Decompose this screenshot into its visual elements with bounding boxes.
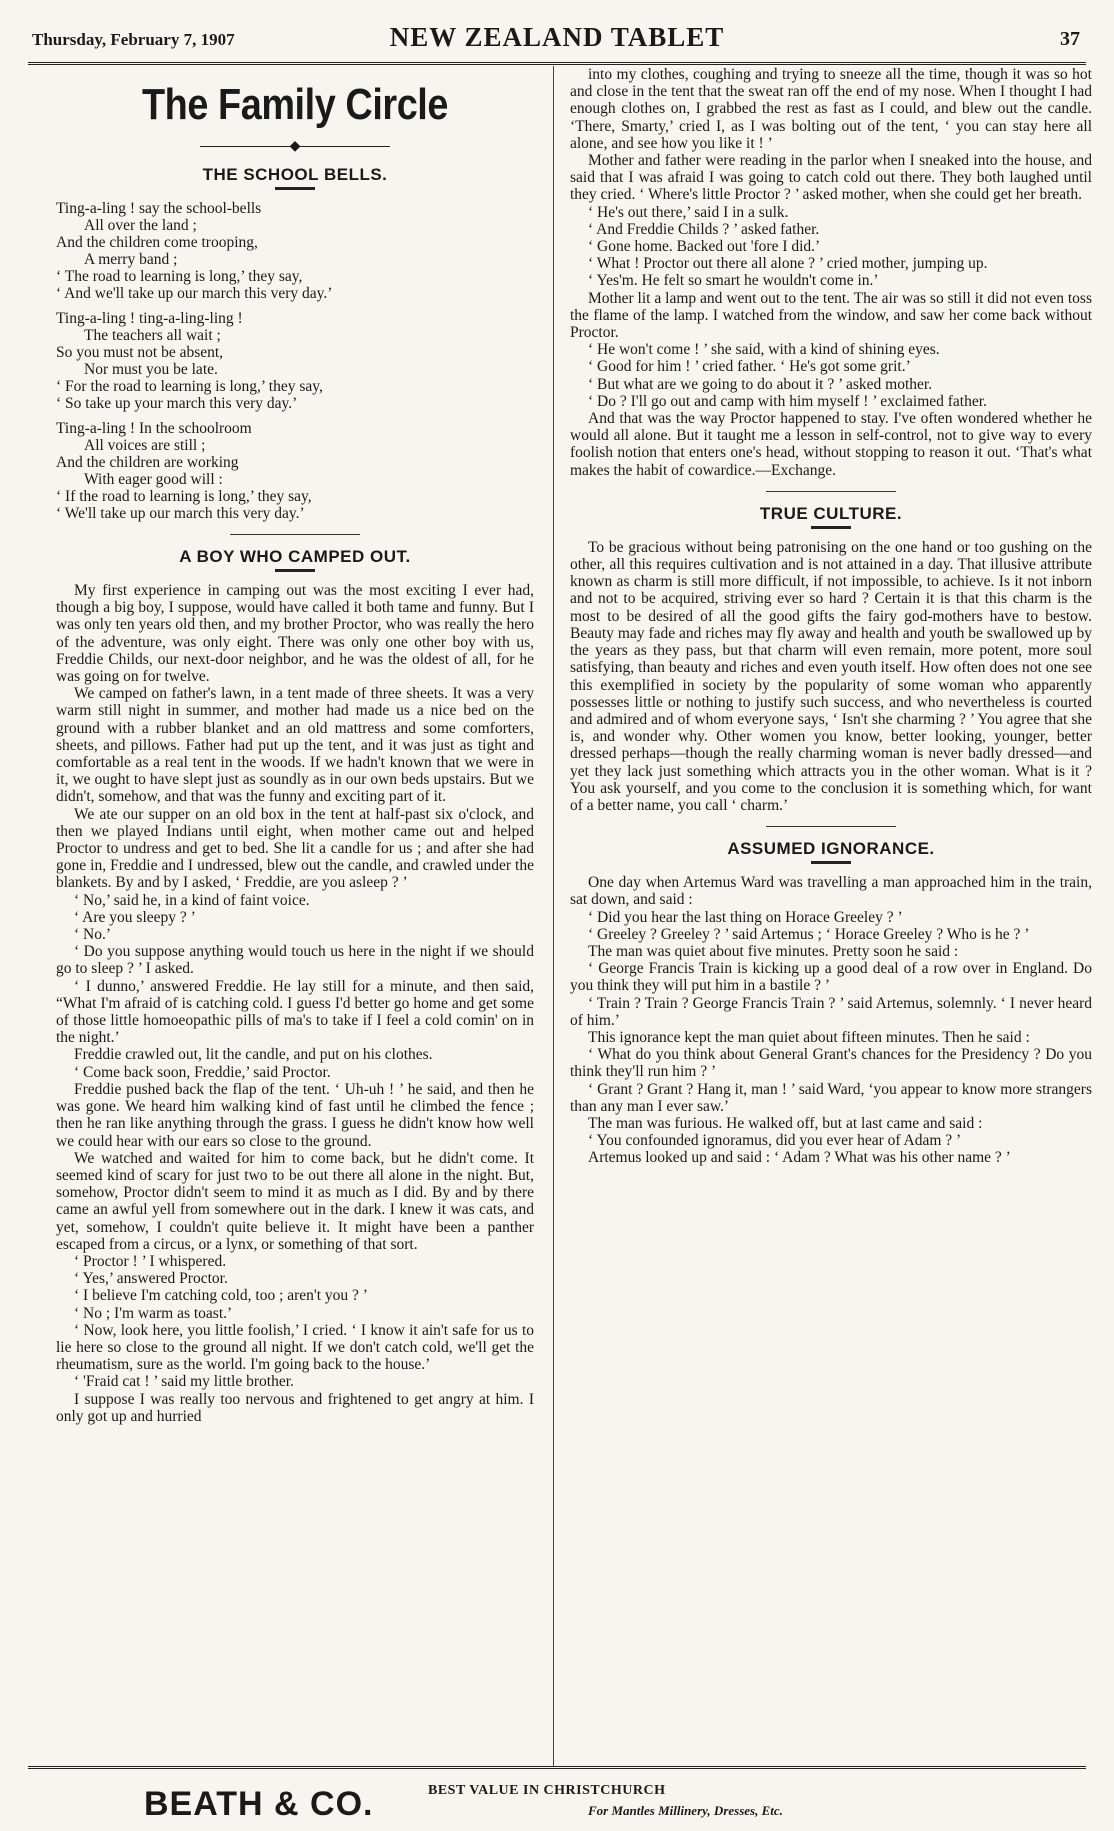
poem-line: ‘ The road to learning is long,’ they say, [56,268,303,285]
poem-line: ‘ For the road to learning is long,’ they say, [56,378,323,395]
paragraph: We ate our supper on an old box in the tent at half-past six o'clock, and then we played Indians until eight, when mother came out and helped Proctor to undress and get to bed. She lit a candle for us ; and after she had gone in, Freddie and I undressed, blew out the candle, and crawled under the blankets. By and by I asked, ‘ Freddie, are you asleep ? ’ [56,805,534,892]
paragraph: Mother lit a lamp and went out to the tent. The air was so still it did not even toss the flame of the lamp. I watched from the window, and saw her come back without Proctor. [570,289,1092,342]
paragraph: ‘ No,’ said he, in a kind of faint voice. [74,891,310,909]
culture-body [570,539,1092,814]
ignorance-body [570,874,1092,1166]
paragraph: To be gracious without being patronising on the one hand or too gushing on the other, all this requires cultivation and is not attained in a day. That illusive attribute known as charm is still more difficult, if not impossible, to achieve. Is it not inborn and not to be acquired, striving ever so hard ? Certain it is that this charm is the most to be desired of all the good gifts the fairy god-mothers have to bestow. Beauty may fade and riches may fly away and health and youth be swallowed up by the years as they pass, but that charm will even remain, more potent, more soul satisfying, than beauty and riches and even youth itself. How often does not one see this exemplified in society by the popularity of some woman who apparently possesses little or nothing to justify such success, and who nevertheless is courted and admired and of whom everyone says, ‘ Isn't she charming ? ’ You agree that she is, and wonder why. Other women you know, better looking, younger, better dressed perhaps—though the really charming woman is never badly dressed—and yet they lack just something which attracts you in the other woman. What is it ? You ask yourself, and you come to the conclusion it is something which, for want of a better name, you call ‘ charm.’ [570,538,1092,814]
paragraph: ‘ Yes'm. He felt so smart he wouldn't come in.’ [588,272,879,290]
paragraph: ‘ Gone home. Backed out 'fore I did.’ [588,238,821,256]
poem-line: ‘ And we'll take up our march this very day.’ [56,285,333,302]
story-body [56,582,534,1425]
paragraph: The man was furious. He walked off, but at last came and said : [588,1114,983,1132]
paragraph: ‘ You confounded ignoramus, did you ever hear of Adam ? ’ [588,1132,962,1150]
paragraph: ‘ And Freddie Childs ? ’ asked father. [588,220,820,238]
paragraph: ‘ What do you think about General Grant's chances for the Presidency ? Do you think they'll run him ? ’ [570,1046,1092,1081]
poem-stanza [56,310,534,412]
poem-stanza [56,200,534,302]
paragraph: I suppose I was really too nervous and frightened to get angry at him. I only got up and hurried [56,1390,534,1425]
right-column [570,66,1092,1766]
paragraph: ‘ Proctor ! ’ I whispered. [74,1252,227,1270]
paragraph: into my clothes, coughing and trying to sneeze all the time, though it was so hot and close in the tent that the sweat ran off the end of my nose. When I thought I had enough clothes on, I grabbed the rest as fast as I could, and blew out the candle. ‘There, Smarty,’ cried I, as I was bolting out of the tent, ‘ you can stay here all alone, and see how you like it ! ’ [570,66,1092,152]
paragraph: Mother and father were reading in the parlor when I sneaked into the house, and said that I was afraid I was going to catch cold out there. They both laughed until they cried. ‘ Where's little Proctor ? ’ asked mother, when she could get her breath. [570,152,1092,204]
ornament-rule [56,138,534,155]
poem-line: The teachers all wait ; [84,327,221,344]
ad-tagline: BEST VALUE IN CHRISTCHURCH [428,1783,666,1798]
ad-subline: For Mantles Millinery, Dresses, Etc. [588,1803,783,1818]
paragraph: ‘ Do ? I'll go out and camp with him myself ! ’ exclaimed father. [588,392,987,410]
column-divider [553,66,554,1766]
diamond-icon: ◆ [289,139,301,154]
masthead: NEW ZEALAND TABLET [389,22,725,52]
paragraph: One day when Artemus Ward was travelling a man approached him in the train, sat down, and said : [570,874,1092,909]
paragraph: ‘ No ; I'm warm as toast.’ [74,1304,233,1322]
paragraph: ‘ Yes,’ answered Proctor. [74,1270,228,1288]
poem-line: With eager good will : [84,471,223,488]
paragraph: ‘ Now, look here, you little foolish,’ I cried. ‘ I know it ain't safe for us to lie here so close to the ground all night. If we don't catch cold, we'll get the rheumatism, sure as the world. I'm going back to the house.’ [56,1321,534,1374]
paragraph: ‘ Come back soon, Freddie,’ said Proctor. [74,1063,331,1081]
poem-line: ‘ If the road to learning is long,’ they say, [56,488,312,505]
paragraph: ‘ Did you hear the last thing on Horace Greeley ? ’ [588,908,903,926]
paragraph: ‘ Are you sleepy ? ’ [74,908,196,926]
paragraph: ‘ Greeley ? Greeley ? ’ said Artemus ; ‘ Horace Greeley ? Who is he ? ’ [588,925,1030,943]
poem-line: ‘ We'll take up our march this very day.’ [56,505,305,522]
section-heading: The Family Circle [141,80,449,129]
advertiser-name: BEATH & CO. [144,1785,374,1823]
poem-line: Ting-a-ling ! ting-a-ling-ling ! [56,310,243,327]
paragraph: We watched and waited for him to come back, but he didn't come. It seemed kind of scary for just two to be out there all alone in the night. But, somehow, Proctor didn't seem to mind it as much as I did. By and by there came an awful yell from somewhere out in the dark. I knew it was cats, and yet, somehow, I couldn't quite believe it. It might have been a panther escaped from a circus, or a lynx, or something of that sort. [56,1149,534,1253]
story-continuation [570,66,1092,479]
page-header [28,20,1086,65]
paragraph: ‘ What ! Proctor out there all alone ? ’ cried mother, jumping up. [588,255,988,273]
paragraph: ‘ Grant ? Grant ? Hang it, man ! ’ said Ward, ‘you appear to know more strangers than any man I ever saw.’ [570,1080,1092,1115]
paragraph: Freddie pushed back the flap of the tent. ‘ Uh-uh ! ’ he said, and then he was gone. We heard him walking kind of fast until he climbed the fence ; then he ran like anything through the grass. I guess he didn't know how well we could hear with our ears so close to the ground. [56,1080,534,1150]
poem-stanza [56,420,534,522]
poem-line: So you must not be absent, [56,344,224,361]
paragraph: ‘ He's out there,’ said I in a sulk. [588,203,789,221]
paragraph: ‘ Good for him ! ’ cried father. ‘ He's got some grit.’ [588,358,911,376]
paragraph: And that was the way Proctor happened to stay. I've often wondered whether he would all alone. But it taught me a lesson in self-control, not to give way to every foolish notion that enters one's head, without stopping to reason it out. ‘That's what makes the habit of cowardice.—Exchange. [570,410,1092,479]
paragraph: ‘ Train ? Train ? George Francis Train ? ’ said Artemus, solemnly. ‘ I never heard of him.’ [570,994,1092,1029]
story-title: A BOY WHO CAMPED OUT. [179,547,411,566]
poem-line: Nor must you be late. [84,361,218,378]
poem-line: A merry band ; [84,251,178,268]
poem-line: ‘ So take up your march this very day.’ [56,395,298,412]
left-column [56,66,534,1766]
paragraph: ‘ He won't come ! ’ she said, with a kind of shining eyes. [588,341,940,359]
poem-line: All voices are still ; [84,437,206,454]
paragraph: My first experience in camping out was the most exciting I ever had, though a big boy, I suppose, would have called it both tame and funny. But I was only ten years old then, and my brother Proctor, who was really the hero of the adventure, was only eight. There was only one other boy with us, Freddie Childs, our next-door neighbor, and he was the oldest of all, for he was going on for twelve. [56,582,534,686]
poem-line: And the children are working [56,454,239,471]
paragraph: Artemus looked up and said : ‘ Adam ? What was his other name ? ’ [588,1149,1011,1167]
advertisement-footer [28,1766,1086,1829]
paragraph: The man was quiet about five minutes. Pretty soon he said : [588,942,959,960]
poem-line: All over the land ; [84,217,197,234]
poem [56,200,534,522]
culture-title: TRUE CULTURE. [759,503,903,523]
paragraph: ‘ I believe I'm catching cold, too ; aren't you ? ’ [74,1287,368,1305]
paragraph: ‘ I dunno,’ answered Freddie. He lay still for a minute, and then said, “What I'm afraid of is catching cold. I guess I'd better go home and get some of those little homoeopathic pills of ma's to take if I feel a cold comin' on in the night.’ [56,977,534,1047]
poem-line: Ting-a-ling ! say the school-bells [56,200,262,217]
poem-line: And the children come trooping, [56,234,258,251]
issue-date: Thursday, February 7, 1907 [32,30,235,49]
poem-line: Ting-a-ling ! In the schoolroom [56,420,252,437]
page-number: 37 [1060,28,1080,50]
paragraph: ‘ No.’ [74,926,112,944]
paragraph: We camped on father's lawn, in a tent made of three sheets. It was a very warm still night in summer, and mother had made us a nice bed on the ground with a rubber blanket and an old mattress and some comforters, sheets, and pillows. Father had put up the tent, and it was just as tight and comfortable as a real tent in the woods. If we hadn't known that we were in it, we ought to have slept just as soundly as in our own beds upstairs. But we didn't, somehow, and that was the funny and exciting part of it. [56,685,534,806]
paragraph: This ignorance kept the man quiet about fifteen minutes. Then he said : [588,1028,1030,1046]
paragraph: ‘ But what are we going to do about it ? ’ asked mother. [588,375,933,393]
poem-title: THE SCHOOL BELLS. [202,165,388,184]
paragraph: Freddie crawled out, lit the candle, and put on his clothes. [74,1046,433,1064]
paragraph: ‘ 'Fraid cat ! ’ said my little brother. [74,1373,294,1391]
paragraph: ‘ George Francis Train is kicking up a good deal of a row over in England. Do you think they will put him in a bastile ? ’ [570,960,1092,995]
ignorance-title: ASSUMED IGNORANCE. [727,839,935,859]
paragraph: ‘ Do you suppose anything would touch us here in the night if we should go to sleep ? ’ I asked. [56,943,534,978]
